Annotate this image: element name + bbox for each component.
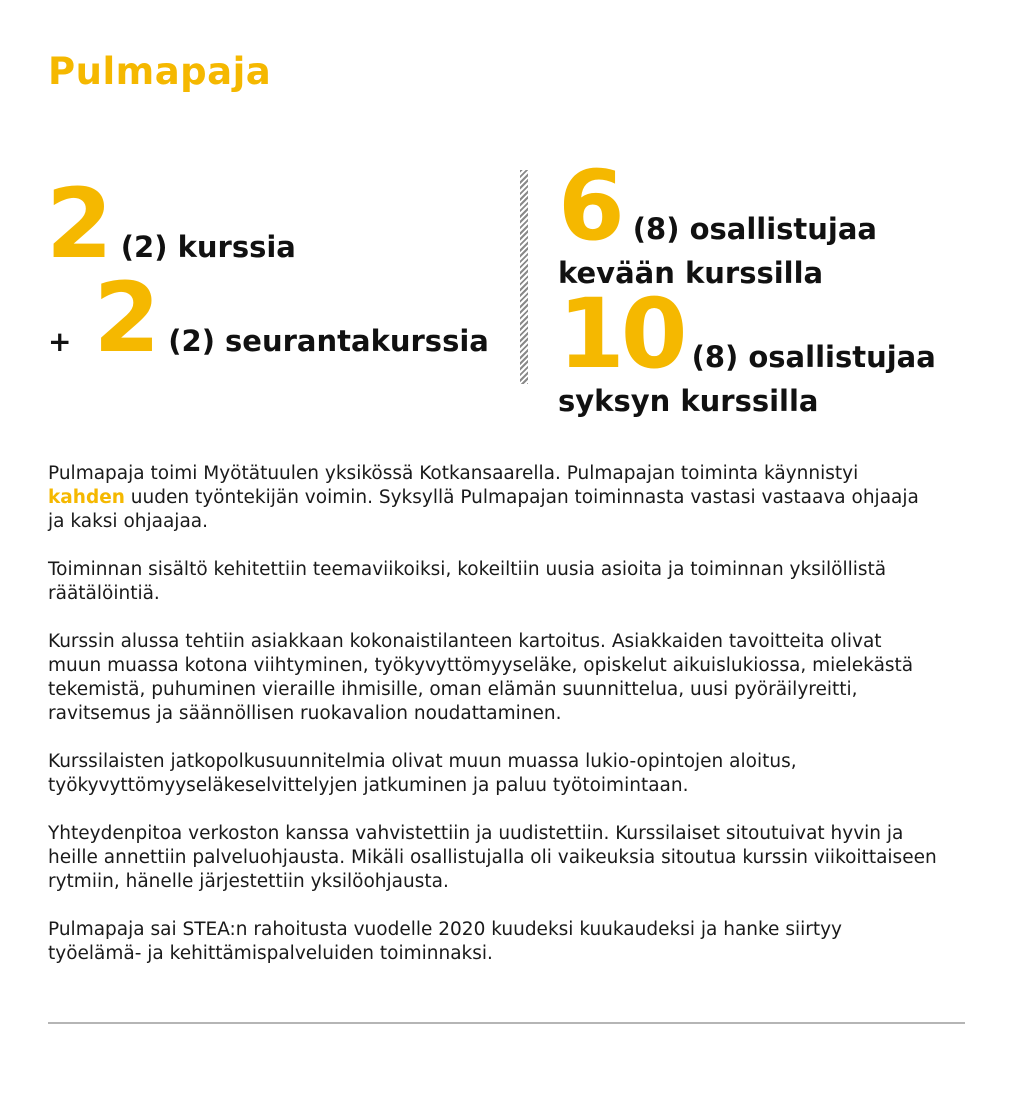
paragraph-1-start: Pulmapaja toimi Myötätuulen yksikössä Kotkansaarella. Pulmapajan toiminta käynnistyi bbox=[48, 463, 859, 484]
paragraph-1-end: uuden työntekijän voimin. Syksyllä Pulmapajan toiminnasta vastasi vastaava ohjaaja ja kaksi ohjaajaa. bbox=[48, 487, 919, 532]
bottom-divider bbox=[48, 1022, 965, 1024]
paragraph-5: Yhteydenpitoa verkoston kanssa vahvistettiin ja uudistettiin. Kurssilaiset sitoutuivat hyvin ja heille annettiin palveluohjausta. Mikäli osallistujalla oli vaikeuksia sitoutua kurssin viikoittaiseen rytmiin, hänelle järjestettiin yksilöohjausta. bbox=[48, 823, 937, 892]
page-title: Pulmapaja bbox=[48, 50, 272, 93]
autumn-label-line2: syksyn kurssilla bbox=[558, 384, 819, 418]
followup-stat bbox=[48, 262, 489, 374]
courses-stat bbox=[46, 168, 296, 280]
spring-participants-stat bbox=[558, 150, 878, 290]
paragraph-6: Pulmapaja sai STEA:n rahoitusta vuodelle 2020 kuudeksi kuukaudeksi ja hanke siirtyy työelämä- ja kehittämispalveluiden toiminnaksi. bbox=[48, 919, 842, 964]
spring-label-line2: kevään kurssilla bbox=[558, 256, 824, 290]
autumn-label: (8) osallistujaa bbox=[691, 340, 936, 374]
autumn-participants-stat bbox=[558, 278, 936, 418]
highlight-word: kahden bbox=[48, 487, 125, 508]
followup-number: 2 bbox=[93, 262, 161, 374]
paragraph-3: Kurssin alussa tehtiin asiakkaan kokonaistilanteen kartoitus. Asiakkaiden tavoitteita olivat muun muassa kotona viihtyminen, työkyvyttömyyseläke, opiskelut aikuislukiossa, mielekästä tekemistä, puhuminen vieraille ihmisille, oman elämän suunnittelua, uusi pyöräilyreitti, ravitsemus ja säännöllisen ruokavalion noudattaminen. bbox=[48, 631, 914, 724]
body-text bbox=[48, 462, 938, 990]
hatched-divider bbox=[520, 170, 528, 384]
courses-label: (2) kurssia bbox=[120, 230, 296, 264]
followup-label: (2) seurantakurssia bbox=[168, 324, 489, 358]
paragraph-2: Toiminnan sisältö kehitettiin teemaviikoiksi, kokeiltiin uusia asioita ja toiminnan yksilöllistä räätälöintiä. bbox=[48, 559, 887, 604]
spring-number: 6 bbox=[558, 150, 625, 262]
courses-number: 2 bbox=[46, 168, 113, 280]
paragraph-1 bbox=[48, 462, 938, 534]
paragraph-4: Kurssilaisten jatkopolkusuunnitelmia olivat muun muassa lukio-opintojen aloitus, työkyvyttömyyseläkeselvittelyjen jatkuminen ja paluu työtoimintaan. bbox=[48, 751, 797, 796]
autumn-number: 10 bbox=[558, 278, 684, 390]
plus-sign: + bbox=[48, 325, 72, 358]
spring-label: (8) osallistujaa bbox=[632, 212, 878, 246]
